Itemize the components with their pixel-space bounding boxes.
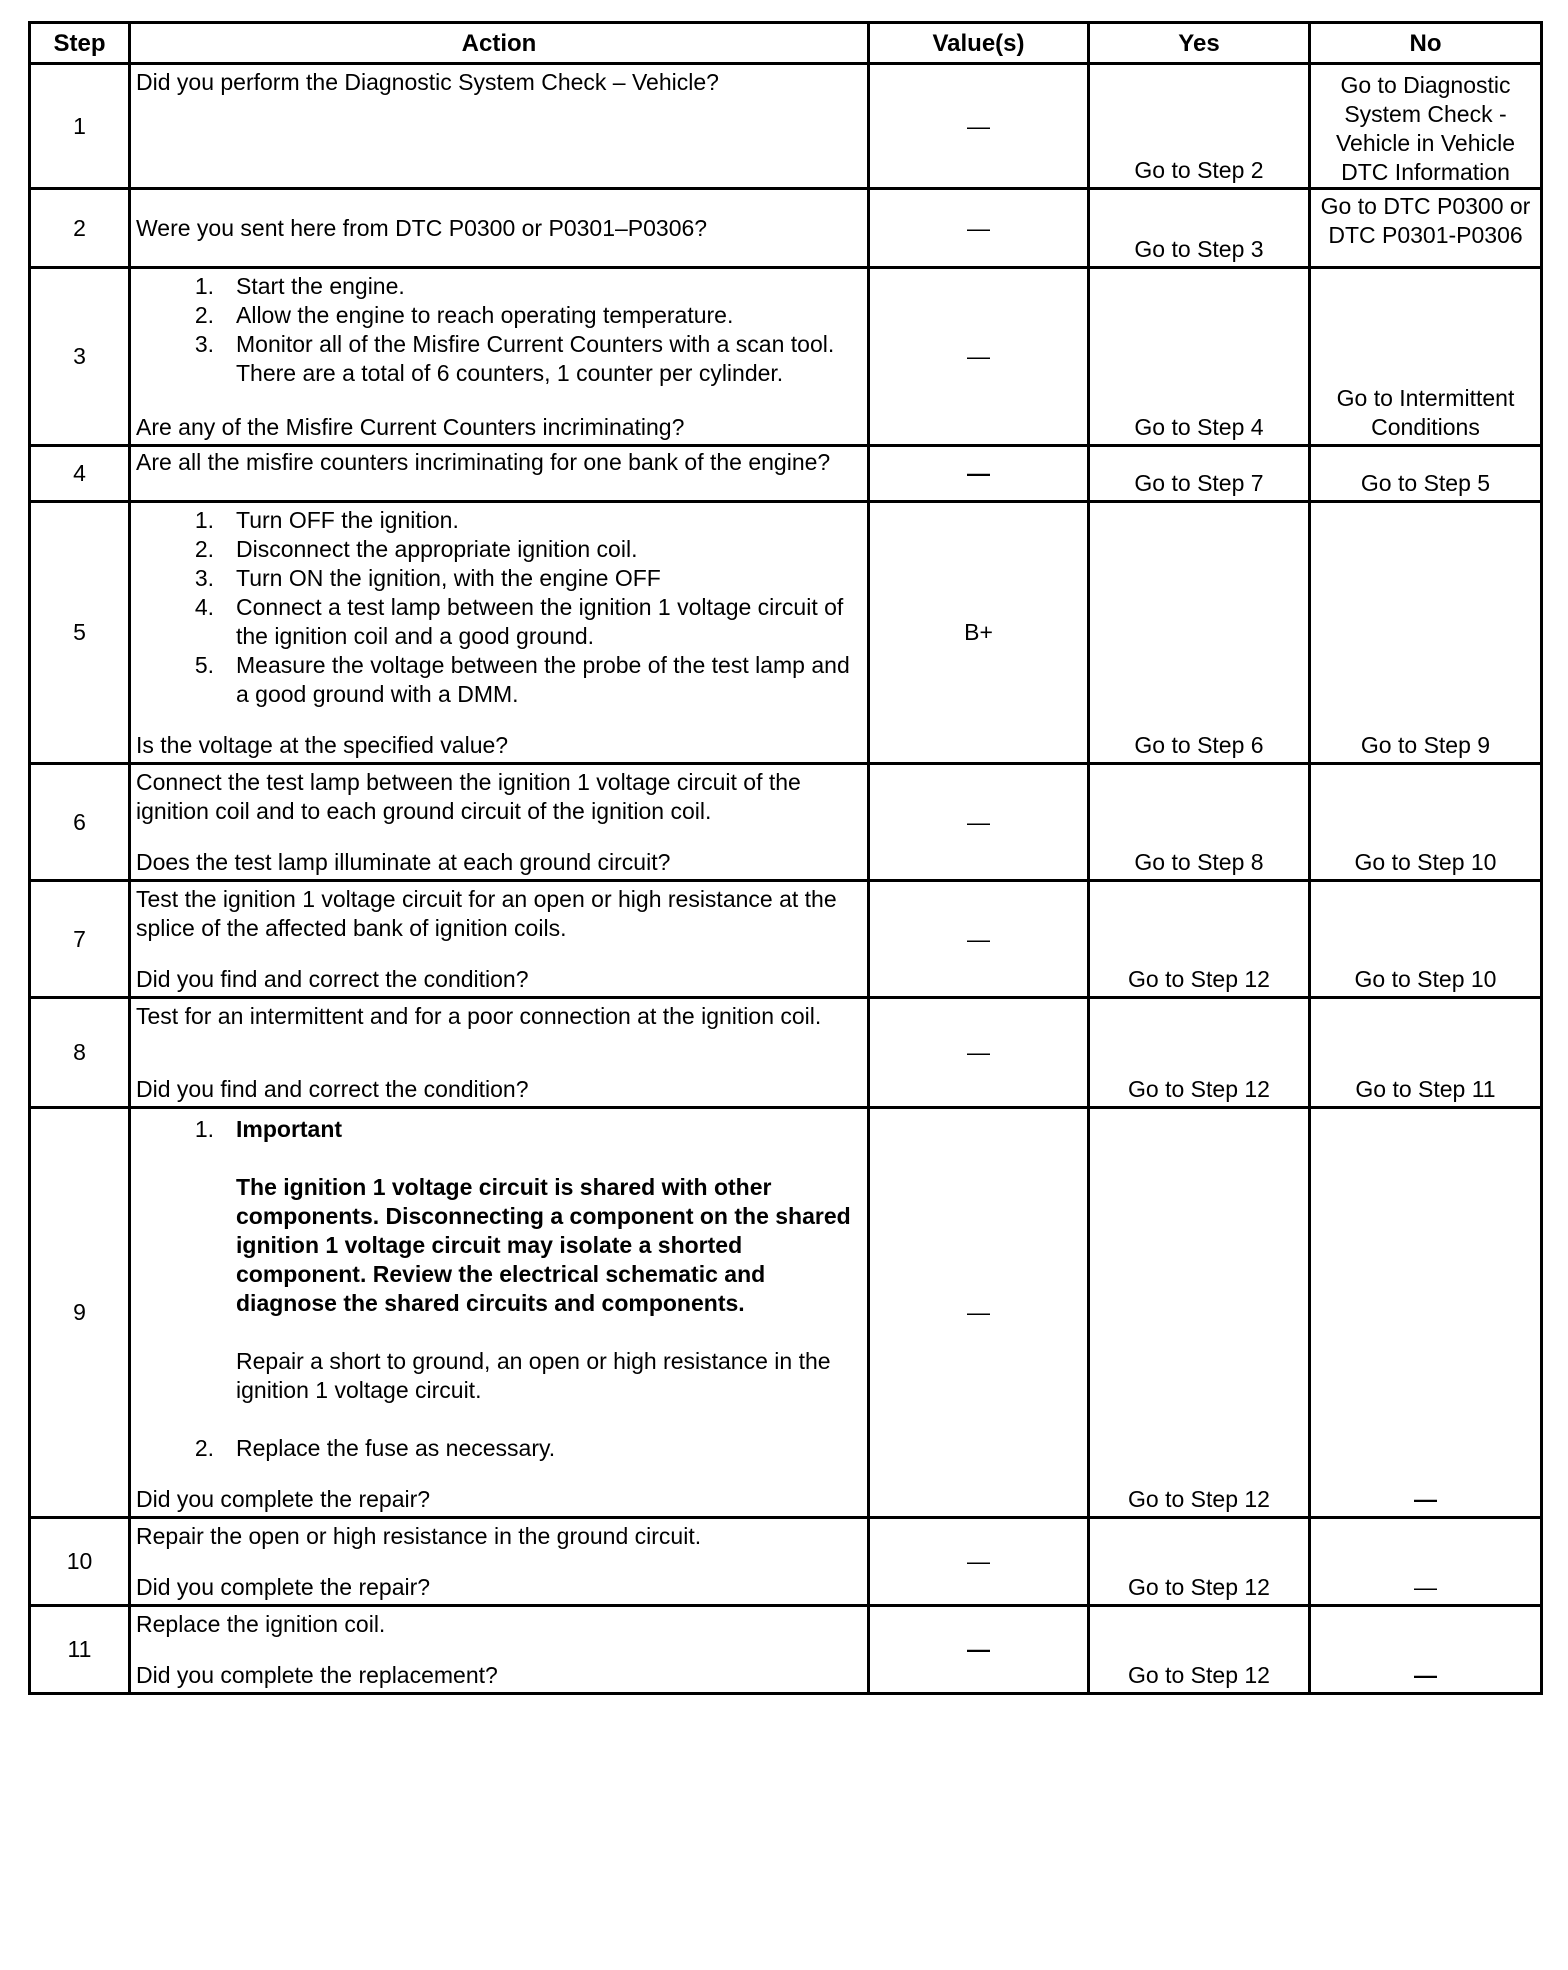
step-number: 7 — [30, 881, 130, 998]
action-text: Test the ignition 1 voltage circuit for an open or high resistance at the splice of the affected bank of ignition coils. — [136, 886, 837, 941]
header-values: Value(s) — [869, 23, 1089, 64]
no-cell: Go to Step 9 — [1310, 502, 1542, 764]
list-item: 1. Start the engine. — [194, 273, 405, 299]
no-text: Go to DTC P0300 or DTC P0301-P0306 — [1320, 193, 1531, 248]
important-note: The ignition 1 voltage circuit is shared with other components. Disconnecting a component on the shared ignition 1 voltage circuit may isolate a shorted component. Review the electrical schematic and diagnose the shared circuits and components. — [236, 1174, 851, 1316]
yes-cell: Go to Step 12 — [1089, 1606, 1310, 1694]
repair-text: Repair a short to ground, an open or high resistance in the ignition 1 voltage circuit. — [236, 1348, 831, 1403]
action-cell — [130, 446, 869, 502]
action-question: Did you find and correct the condition? — [136, 966, 529, 992]
action-cell — [130, 64, 869, 189]
diagnostic-table — [28, 21, 1543, 1695]
table-row — [30, 189, 1542, 268]
yes-cell: Go to Step 12 — [1089, 881, 1310, 998]
value-cell: — — [869, 1108, 1089, 1518]
yes-cell: Go to Step 4 — [1089, 268, 1310, 446]
yes-cell: Go to Step 12 — [1089, 1108, 1310, 1518]
header-row — [30, 23, 1542, 64]
list-item: 5. Measure the voltage between the probe of the test lamp and a good ground with a DMM. — [194, 652, 850, 707]
header-step: Step — [30, 23, 130, 64]
step-number: 1 — [30, 64, 130, 189]
step-number: 2 — [30, 189, 130, 268]
step-number: 6 — [30, 764, 130, 881]
step-number: 4 — [30, 446, 130, 502]
yes-cell: Go to Step 3 — [1089, 189, 1310, 268]
procedure-list — [136, 1115, 863, 1463]
header-action: Action — [130, 23, 869, 64]
value-cell: — — [869, 1606, 1089, 1694]
no-text: Go to Diagnostic System Check - Vehicle in Vehicle DTC Information — [1335, 72, 1515, 185]
yes-cell: Go to Step 6 — [1089, 502, 1310, 764]
action-cell — [130, 764, 869, 881]
list-item: 1. Important The ignition 1 voltage circuit is shared with other components. Disconnecting a component on the shared ignition 1 voltage circuit may isolate a shorted component. Review the electrical schematic and diagnose the shared circuits and components. Repair a short to ground, an open or high resistance in the ignition 1 voltage circuit. — [136, 1115, 863, 1434]
yes-cell: Go to Step 12 — [1089, 998, 1310, 1108]
table-row — [30, 998, 1542, 1108]
no-cell — [1310, 189, 1542, 268]
action-text: Were you sent here from DTC P0300 or P0301–P0306? — [136, 215, 708, 241]
step-number: 5 — [30, 502, 130, 764]
list-item: 3. Turn ON the ignition, with the engine OFF — [194, 565, 661, 591]
value-cell: — — [869, 446, 1089, 502]
list-item: 2. Replace the fuse as necessary. — [194, 1435, 556, 1461]
procedure-list — [136, 272, 863, 388]
value-cell: — — [869, 998, 1089, 1108]
no-cell: Go to Step 11 — [1310, 998, 1542, 1108]
action-question: Did you find and correct the condition? — [136, 1076, 529, 1102]
action-text: Replace the ignition coil. — [136, 1611, 386, 1637]
action-question: Did you complete the repair? — [136, 1486, 431, 1512]
value-cell: — — [869, 268, 1089, 446]
list-item: 2. Disconnect the appropriate ignition coil. — [194, 536, 638, 562]
step-number: 3 — [30, 268, 130, 446]
action-cell — [130, 998, 869, 1108]
value-cell: — — [869, 1518, 1089, 1606]
step-number: 11 — [30, 1606, 130, 1694]
no-cell: Go to Step 5 — [1310, 446, 1542, 502]
action-cell — [130, 268, 869, 446]
procedure-list — [136, 506, 863, 709]
action-cell — [130, 502, 869, 764]
action-text: Test for an intermittent and for a poor connection at the ignition coil. — [136, 1003, 822, 1029]
table-row — [30, 446, 1542, 502]
no-cell — [1310, 64, 1542, 189]
important-label: Important — [236, 1116, 343, 1142]
list-item: 2. Allow the engine to reach operating temperature. — [194, 302, 734, 328]
step-number: 10 — [30, 1518, 130, 1606]
action-text: Connect the test lamp between the ignition 1 voltage circuit of the ignition coil and to each ground circuit of the ignition coil. — [136, 769, 801, 824]
action-question: Are any of the Misfire Current Counters incriminating? — [136, 414, 685, 440]
action-text: Did you perform the Diagnostic System Check – Vehicle? — [136, 69, 719, 95]
step-number: 8 — [30, 998, 130, 1108]
value-cell: — — [869, 764, 1089, 881]
no-cell: Go to Step 10 — [1310, 764, 1542, 881]
action-cell — [130, 1108, 869, 1518]
value-cell: — — [869, 64, 1089, 189]
table-row — [30, 268, 1542, 446]
header-yes: Yes — [1089, 23, 1310, 64]
action-question: Is the voltage at the specified value? — [136, 732, 509, 758]
list-item: 4. Connect a test lamp between the ignition 1 voltage circuit of the ignition coil and a good ground. — [194, 594, 844, 649]
no-cell — [1310, 268, 1542, 446]
action-question: Did you complete the replacement? — [136, 1662, 498, 1688]
value-cell: — — [869, 881, 1089, 998]
no-cell: — — [1310, 1606, 1542, 1694]
yes-cell: Go to Step 8 — [1089, 764, 1310, 881]
step-number: 9 — [30, 1108, 130, 1518]
list-item: 3. Monitor all of the Misfire Current Counters with a scan tool. There are a total of 6 counters, 1 counter per cylinder. — [194, 331, 835, 386]
action-cell — [130, 1606, 869, 1694]
yes-cell: Go to Step 2 — [1089, 64, 1310, 189]
no-cell: Go to Step 10 — [1310, 881, 1542, 998]
table-row — [30, 764, 1542, 881]
no-cell: — — [1310, 1108, 1542, 1518]
yes-cell: Go to Step 7 — [1089, 446, 1310, 502]
action-text: Repair the open or high resistance in the ground circuit. — [136, 1523, 702, 1549]
no-cell: — — [1310, 1518, 1542, 1606]
action-text: Are all the misfire counters incriminating for one bank of the engine? — [136, 449, 831, 475]
action-cell — [130, 189, 869, 268]
table-row — [30, 502, 1542, 764]
header-no: No — [1310, 23, 1542, 64]
value-cell: — — [869, 189, 1089, 268]
table-row — [30, 1108, 1542, 1518]
table-row — [30, 64, 1542, 189]
action-question: Does the test lamp illuminate at each ground circuit? — [136, 849, 671, 875]
table-row — [30, 881, 1542, 998]
table-row — [30, 1606, 1542, 1694]
yes-cell: Go to Step 12 — [1089, 1518, 1310, 1606]
no-text: Go to Intermittent Conditions — [1336, 385, 1515, 440]
action-question: Did you complete the repair? — [136, 1574, 431, 1600]
value-cell: B+ — [869, 502, 1089, 764]
action-cell — [130, 1518, 869, 1606]
table-row — [30, 1518, 1542, 1606]
action-cell — [130, 881, 869, 998]
list-item: 1. Turn OFF the ignition. — [194, 507, 459, 533]
